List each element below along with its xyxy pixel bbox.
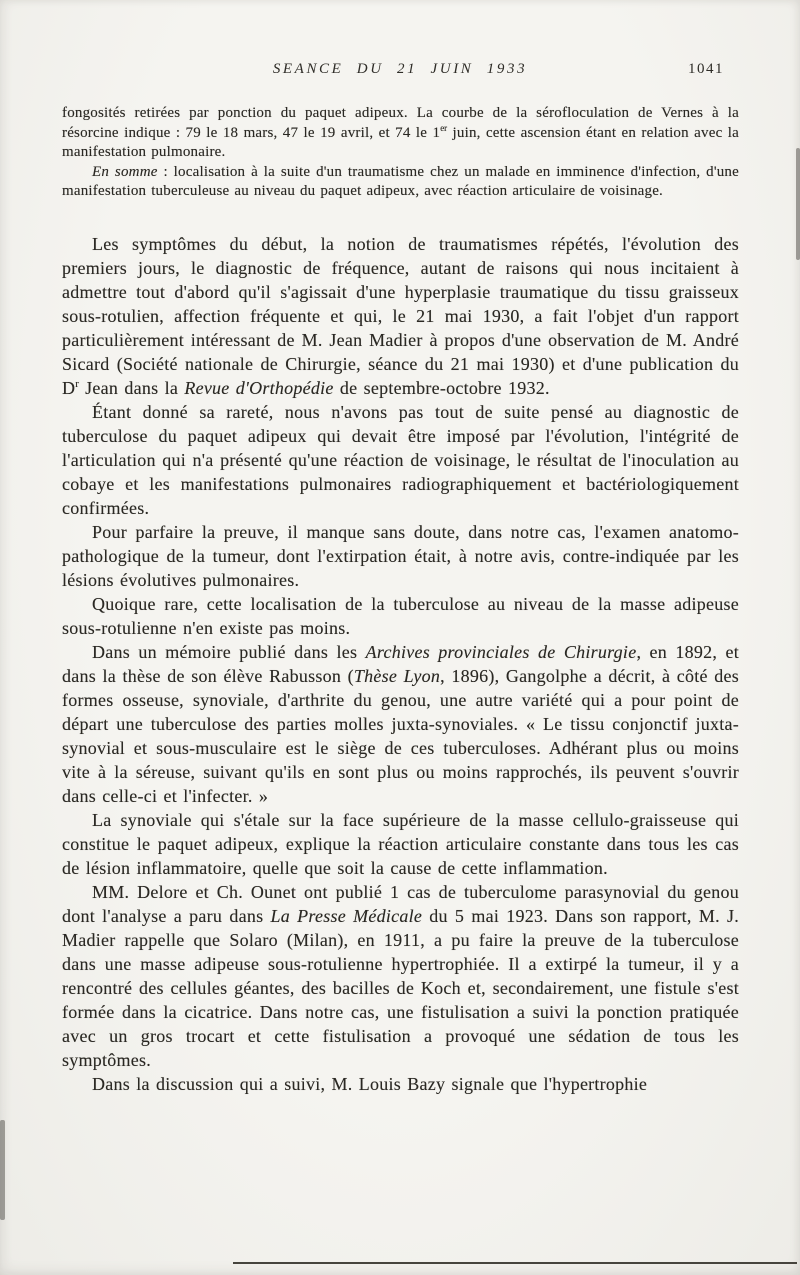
paragraph (62, 232, 739, 400)
page-title: SEANCE DU 21 JUIN 1933 (272, 61, 528, 77)
paragraph (62, 640, 739, 808)
text-segment: La synoviale qui s'étale sur la face supérieure de la masse cellulo-graisseuse qui constitue le paquet adipeux, explique la réaction articulaire constante dans tous les cas de lésion inflammatoire, quelle que soit la cause de cette inflammation. (62, 809, 739, 878)
page-body (62, 104, 739, 1096)
text-segment: , en 1892, et dans la thèse de son élève Rabusson ( (62, 641, 740, 686)
paragraph (62, 880, 739, 1072)
paragraph (62, 163, 739, 202)
paragraph (62, 808, 739, 880)
text-segment: Archives provinciales de Chirurgie (365, 641, 637, 662)
text-segment: fongosités retirées par ponction du paquet adipeux. La courbe de la sérofloculation de Vernes à la résorcine indique : 79 le 18 mars, 47 le 19 avril, et 74 le 1 (62, 105, 739, 141)
footnote-rule (233, 1262, 797, 1264)
text-segment: Dans la discussion qui a suivi, M. Louis Bazy signale que l'hypertrophie (92, 1073, 648, 1094)
text-segment: er (440, 122, 448, 133)
text-segment: Jean dans la (78, 377, 185, 398)
text-segment: La Presse Médicale (270, 905, 423, 926)
text-segment: Pour parfaire la preuve, il manque sans doute, dans notre cas, l'examen anatomo-pathologique de la tumeur, dont l'extirpation était, à notre avis, contre-indiquée par les lésions évolutives pulmonaires. (62, 521, 739, 590)
text-segment: Dans un mémoire publié dans les (92, 641, 366, 662)
text-segment: Quoique rare, cette localisation de la tuberculose au niveau de la masse adipeuse sous-rotulienne n'en existe pas moins. (62, 593, 739, 638)
text-segment: r (75, 377, 79, 390)
main-text-section (62, 232, 739, 1096)
text-segment: : localisation à la suite d'un traumatisme chez un malade en imminence d'infection, d'une manifestation tuberculeuse au niveau du paquet adipeux, avec réaction articulaire de voisinage. (62, 163, 739, 200)
text-segment: de septembre-octobre 1932. (333, 377, 550, 398)
text-segment: juin, cette ascension étant en relation avec la manifestation pulmonaire. (62, 124, 740, 161)
text-segment: Thèse Lyon (353, 665, 441, 686)
text-segment: , 1896), Gangolphe a décrit, à côté des formes osseuse, synoviale, d'arthrite du genou, une autre variété qui a pour point de départ une tuberculose des parties molles juxta-synoviales. « Le tissu conjonctif juxta-synovial et sous-musculaire est le siège de ces tuberculoses. Adhérant plus ou moins vite à la séreuse, suivant qu'ils en sont plus ou moins rapprochés, ils peuvent s'ouvrir dans celle-ci et l'infecter. » (62, 665, 739, 806)
paragraph (62, 1072, 739, 1096)
running-head (62, 60, 738, 82)
scan-artifact-right (796, 148, 800, 260)
text-segment: MM. Delore et Ch. Ounet ont publié 1 cas de tuberculome parasynovial du genou dont l'analyse a paru dans (62, 881, 739, 926)
text-segment: Revue d'Orthopédie (184, 377, 334, 398)
text-segment: du 5 mai 1923. Dans son rapport, M. J. Madier rappelle que Solaro (Milan), en 1911, a pu faire la preuve de la tuberculose dans une masse adipeuse sous-rotulienne hypertrophiée. Il a extirpé la tumeur, il y a rencontré des cellules géantes, des bacilles de Koch et, secondairement, une fistule s'est formée dans la cicatrice. Dans notre cas, une fistulisation a suivi la ponction pratiquée avec un gros trocart et cette fistulisation a provoqué une sédation de tous les symptômes. (62, 905, 740, 1070)
paragraph (62, 400, 739, 520)
paragraph (62, 592, 739, 640)
scan-artifact-left (0, 1120, 5, 1220)
text-segment: Les symptômes du début, la notion de traumatismes répétés, l'évolution des premiers jours, le diagnostic de fréquence, autant de raisons qui nous incitaient à admettre tout d'abord qu'il s'agissait d'une hyperplasie traumatique du tissu graisseux sous-rotulien, affection fréquente et qui, le 21 mai 1930, a fait l'objet d'un rapport particulièrement intéressant de M. Jean Madier à propos d'une observation de M. André Sicard (Société nationale de Chirurgie, séance du 21 mai 1930) et d'une publication du D (62, 233, 739, 398)
page-number: 1041 (688, 61, 724, 77)
text-segment: En somme (92, 163, 158, 180)
paragraph (62, 520, 739, 592)
summary-section (62, 104, 739, 202)
text-segment: Étant donné sa rareté, nous n'avons pas tout de suite pensé au diagnostic de tuberculose du paquet adipeux qui devait être imposé par l'évolution, l'intégrité de l'articulation qui n'a présenté qu'une réaction de voisinage, le résultat de l'inoculation au cobaye et les manifestations pulmonaires radiographiquement et bactériologiquement confirmées. (62, 401, 739, 518)
paragraph (62, 104, 739, 163)
